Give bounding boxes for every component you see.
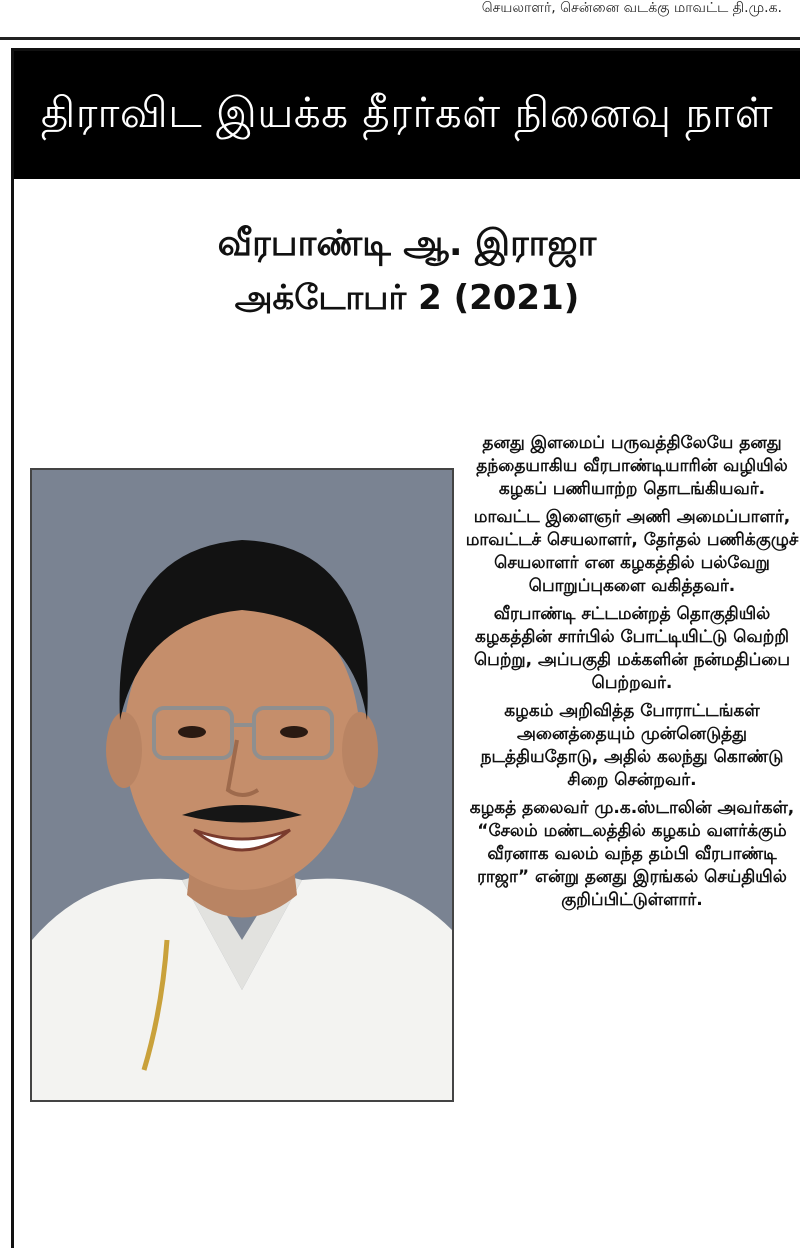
bio-paragraph: மாவட்ட இளைஞர் அணி அமைப்பாளர், மாவட்டச் செயலாளர், தேர்தல் பணிக்குழுச் செயலாளர் என கழகத்தில் பல்வேறு பொறுப்புகளை வகித்தவர். bbox=[465, 507, 799, 596]
top-credit-text: செயலாளர், சென்னை வடக்கு மாவட்ட தி.மு.க. bbox=[481, 0, 782, 16]
bio-paragraph: கழகம் அறிவித்த போராட்டங்கள் அனைத்தையும் முன்னெடுத்து நடத்தியதோடு, அதில் கலந்து கொண்டு சிறை சென்றவர். bbox=[480, 701, 784, 790]
bio-paragraph: தனது இளமைப் பருவத்திலேயே தனது தந்தையாகிய வீரபாண்டியாரின் வழியில் கழகப் பணியாற்ற தொடங்கியவர். bbox=[476, 433, 788, 499]
bio-column bbox=[464, 432, 800, 917]
banner-title: திராவிட இயக்க தீரர்கள் நினைவு நாள் bbox=[40, 87, 774, 137]
person-name: வீரபாண்டி ஆ. இராஜா bbox=[217, 223, 597, 264]
memorial-date: அக்டோபர் 2 (2021) bbox=[234, 278, 580, 318]
bio-paragraph: கழகத் தலைவர் மு.க.ஸ்டாலின் அவர்கள், “சேலம் மண்டலத்தில் கழகம் வளர்க்கும் வீரனாக வலம் வந்த தம்பி வீரபாண்டி ராஜா” என்று தனது இரங்கல் செய்தியில் குறிப்பிட்டுள்ளார். bbox=[469, 798, 795, 910]
name-block bbox=[14, 218, 800, 326]
portrait-photo-icon bbox=[30, 468, 454, 1102]
bio-paragraph: வீரபாண்டி சட்டமன்றத் தொகுதியில் கழகத்தின் சார்பில் போட்டியிட்டு வெற்றி பெற்று, அப்பகுதி மக்களின் நன்மதிப்பை பெற்றவர். bbox=[473, 604, 791, 693]
top-strip bbox=[0, 0, 800, 40]
title-banner bbox=[14, 51, 800, 179]
portrait-illustration bbox=[32, 470, 452, 1100]
